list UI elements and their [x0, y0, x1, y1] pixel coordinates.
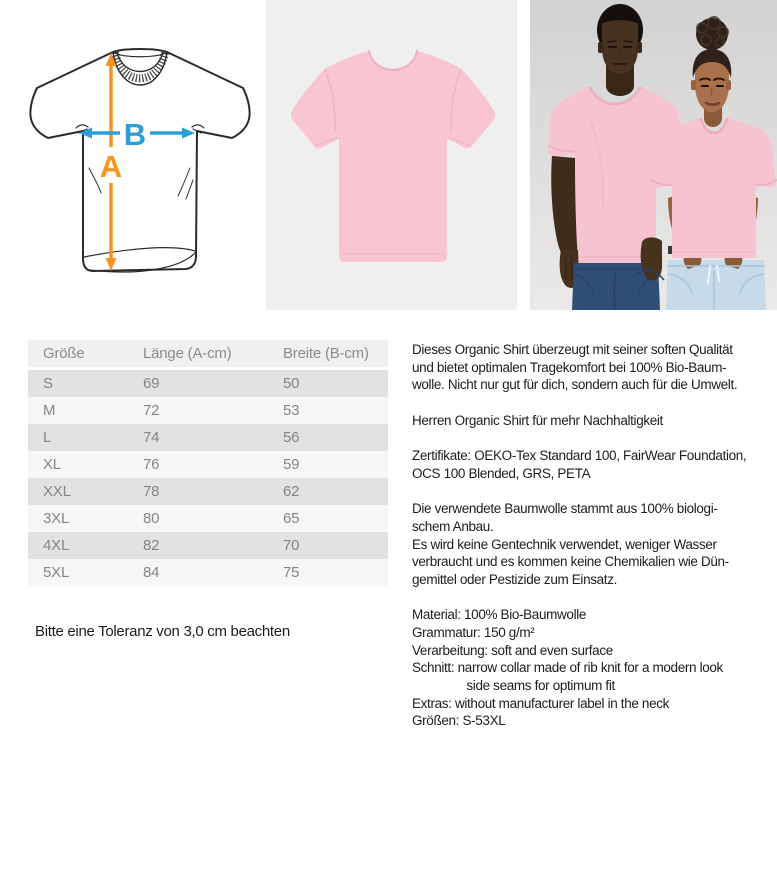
description-paragraph: [412, 606, 777, 730]
size-table-body: [28, 369, 388, 587]
table-cell: XXL: [43, 483, 71, 500]
models-photo-panel: [530, 0, 777, 310]
description-line: Grammatur: 150 g/m²: [412, 625, 535, 640]
table-cell: 56: [283, 429, 300, 446]
tolerance-note: Bitte eine Toleranz von 3,0 cm beachten: [35, 623, 290, 640]
description-line: Schnitt: narrow collar made of rib knit for a modern look: [412, 660, 723, 676]
collar-detail: [113, 49, 167, 85]
description-line: Zertifikate: OEKO-Tex Standard 100, FairWear Foundation,: [412, 448, 747, 464]
description-line: side seams for optimum fit: [412, 678, 615, 694]
description-paragraph: [412, 447, 777, 482]
description-line: verbraucht und es kommen keine Chemikalien wie Dün-: [412, 554, 729, 570]
flat-shirt-photo: [266, 0, 517, 310]
table-cell: 5XL: [43, 564, 70, 581]
size-table-header-row: [28, 340, 388, 369]
description: [412, 341, 777, 748]
description-line: Dieses Organic Shirt überzeugt mit seiner soften Qualität: [412, 342, 733, 357]
description-line: wolle. Nicht nur gut für dich, sondern auch für die Umwelt.: [412, 377, 738, 393]
width-label: B: [123, 117, 147, 152]
table-cell: 59: [283, 456, 300, 473]
description-line: Material: 100% Bio-Baumwolle: [412, 607, 587, 623]
table-cell: 82: [143, 537, 160, 554]
table-cell: 4XL: [43, 537, 70, 554]
flat-shirt-photo-panel: [266, 0, 517, 310]
table-row: [28, 397, 388, 424]
table-cell: 84: [143, 564, 160, 581]
size-table-header-cell: Größe: [43, 345, 85, 362]
size-table-header-cell: Breite (B-cm): [283, 345, 369, 362]
table-cell: L: [43, 429, 52, 446]
size-diagram-panel: [0, 0, 260, 310]
models-photo: [530, 0, 777, 310]
table-cell: XL: [43, 456, 61, 473]
description-line: Es wird keine Gentechnik verwendet, weniger Wasser: [412, 536, 717, 552]
table-cell: 76: [143, 456, 160, 473]
table-cell: 3XL: [43, 510, 70, 527]
description-paragraph: [412, 341, 777, 394]
description-line: schem Anbau.: [412, 518, 494, 534]
table-cell: 65: [283, 510, 300, 527]
table-cell: M: [43, 402, 56, 419]
table-cell: 50: [283, 375, 300, 392]
size-table: [28, 340, 388, 586]
description-line: Verarbeitung: soft and even surface: [412, 642, 613, 658]
description-line: gemittel oder Pestizide zum Einsatz.: [412, 571, 617, 587]
table-cell: 62: [283, 483, 300, 500]
table-row: [28, 424, 388, 451]
description-line: Herren Organic Shirt für mehr Nachhaltigkeit: [412, 412, 663, 428]
table-cell: 53: [283, 402, 300, 419]
description-paragraph: [412, 500, 777, 588]
size-diagram-graphic: [0, 0, 260, 310]
length-label: A: [99, 149, 123, 184]
table-cell: 69: [143, 375, 160, 392]
length-arrow: [97, 53, 125, 271]
description-line: Extras: without manufacturer label in the neck: [412, 695, 670, 711]
description-line: Größen: S-53XL: [412, 713, 506, 729]
table-cell: 70: [283, 537, 300, 554]
description-line: OCS 100 Blended, GRS, PETA: [412, 465, 591, 481]
width-arrow: [79, 115, 195, 152]
table-cell: S: [43, 375, 53, 392]
table-cell: 78: [143, 483, 160, 500]
table-row: [28, 478, 388, 505]
table-row: [28, 505, 388, 532]
table-row: [28, 451, 388, 478]
description-paragraph: [412, 412, 777, 430]
size-table-header-cell: Länge (A-cm): [143, 345, 232, 362]
table-row: [28, 532, 388, 559]
table-cell: 72: [143, 402, 160, 419]
table-row: [28, 559, 388, 586]
table-cell: 80: [143, 510, 160, 527]
table-row: [28, 369, 388, 398]
description-line: Die verwendete Baumwolle stammt aus 100% biologi-: [412, 501, 718, 517]
table-cell: 74: [143, 429, 160, 446]
description-line: und bietet optimalen Tragekomfort bei 100% Bio-Baum-: [412, 359, 727, 375]
table-cell: 75: [283, 564, 300, 581]
